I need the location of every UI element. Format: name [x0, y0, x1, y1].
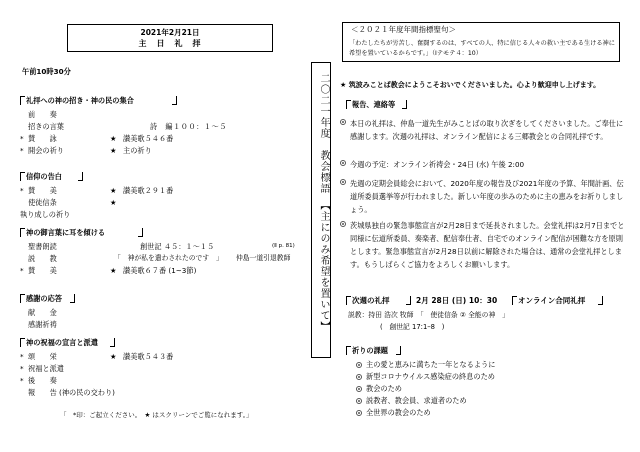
report-item: 茨城県独自の緊急事態宣言が2月28日まで延長されました。会堂礼拝は2月7日までと同様に伝道所委員、奏楽者、配信奉仕者、自宅でのオンライン配信が困難な方を原則とします。緊急事態宣言が2月28日以前に解除された場合は、通常の会堂礼拝とします。もうしばらくご協力をよろしくお願いします。: [350, 221, 625, 269]
yearly-motto-box: [311, 62, 331, 358]
prayer-item: 全世界の教会のため: [366, 408, 431, 417]
bracket-close: [598, 296, 603, 305]
bullet-icon: [340, 119, 346, 125]
service-date: 2021年2月21日: [140, 28, 200, 37]
bracket-close: [70, 294, 75, 303]
next-service-date: 2月 28日 (日) 10：30: [416, 296, 498, 305]
header-box: [67, 24, 273, 52]
prayer-item: 主の愛と恵みに満ちた一年となるように: [366, 360, 496, 369]
service-time: 午前10時30分: [22, 67, 71, 76]
next-service-type: オンライン合同礼拝: [518, 296, 586, 305]
bracket-close: [172, 96, 177, 105]
bullet-icon: [340, 160, 346, 166]
bullet-icon: [340, 221, 346, 227]
prayer-item: 説教者、教会員、求道者のため: [366, 396, 467, 405]
bracket-open: [20, 96, 25, 105]
report-item: 今週の予定：オンライン祈祷会・24日 (水) 午後 2:00: [350, 160, 525, 169]
section-title: 神の祝福の宣言と派遣: [26, 338, 98, 347]
prayer-title: 祈りの課題: [352, 346, 388, 355]
bracket-open: [346, 346, 351, 355]
reports-title: 報告、連絡等: [352, 100, 396, 109]
bracket-open: [20, 228, 25, 237]
bracket-open: [20, 172, 25, 181]
service-title: 主 日 礼 拝: [138, 39, 202, 48]
bullet-icon: [356, 362, 362, 368]
bracket-open: [346, 100, 351, 109]
verse-title: ＜２０２１年度年間指標聖句＞: [351, 25, 456, 34]
section-title: 神の御言葉に耳を傾ける: [26, 228, 106, 237]
verse-box: [342, 22, 620, 62]
yearly-motto: 二〇二一年度 教会標語 【主にのみ希望を置いて】: [318, 73, 329, 332]
next-service-title: 次週の礼拝: [352, 296, 390, 305]
bullet-icon: [356, 398, 362, 404]
bracket-close: [402, 100, 407, 109]
prayer-item: 教会のため: [366, 384, 402, 393]
bullet-icon: [356, 386, 362, 392]
section-title: 信仰の告白: [26, 172, 62, 181]
welcome-message: ★ 筑波みことば教会にようこそおいでくださいました。心より歓迎申し上げます。: [340, 81, 601, 89]
bracket-open: [20, 294, 25, 303]
section-title: 感謝の応答: [26, 294, 62, 303]
bracket-close: [110, 338, 115, 347]
bracket-close: [396, 346, 401, 355]
next-sermon: 説教：持田 浩次 牧師 「 使徒信条 ② 全能の神 」: [348, 311, 509, 319]
bullet-icon: [340, 179, 346, 185]
bullet-icon: [356, 374, 362, 380]
section-title: 礼拝への神の招き・神の民の集合: [26, 96, 134, 105]
bracket-open: [20, 338, 25, 347]
next-passage: ( 創世記 17:1–8 ): [380, 323, 445, 331]
bullet-icon: [356, 410, 362, 416]
report-item: 先週の定期会員総会において、2020年度の報告及び2021年度の予算、年間計画、伝道所委員選挙等が行われました。新しい年度の歩みのために主の恵みをお祈りしましょう。: [350, 179, 624, 214]
prayer-item: 新型コロナウイルス感染症の終息のため: [366, 372, 495, 381]
report-item: 本日の礼拝は、仲島一道先生がみことばの取り次ぎをしてくださいました。ご奉仕に感謝します。次週の礼拝は、オンライン配信による三郷教会との合同礼拝です。: [350, 119, 624, 141]
bracket-close: [138, 228, 143, 237]
bracket-close: [78, 172, 83, 181]
bracket-open: [512, 296, 517, 305]
bracket-close: [406, 296, 411, 305]
bracket-open: [346, 296, 351, 305]
footnote: 「 *印：ご起立ください。 ★ はスクリーンでご覧になれます。」: [60, 411, 253, 419]
verse-text: 「わたしたちが労苦し、奮闘するのは、すべての人、特に信じる人々の救い主である生ける神に希望を置いているからです。」（Ⅰテモテ４：10）: [349, 40, 615, 57]
